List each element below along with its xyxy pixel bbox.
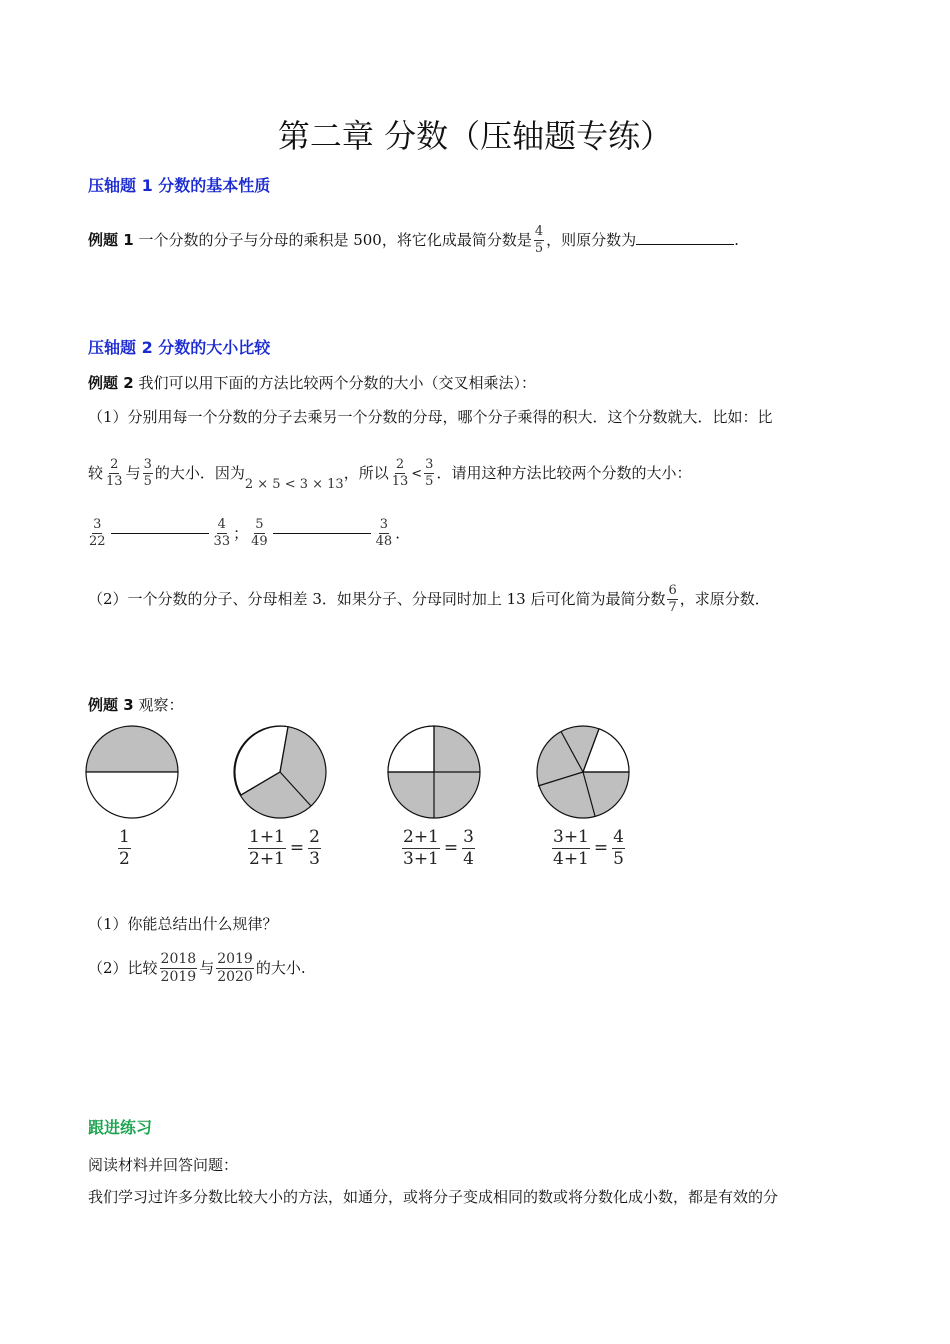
practice-line-2: 我们学习过许多分数比较大小的方法，如通分，或将分子变成相同的数或将分数化成小数，都是有效的分	[88, 1188, 779, 1206]
fraction-3-5: $\frac{3}{5}$	[143, 457, 152, 490]
circle-figures	[80, 722, 640, 822]
part2-text: （2）一个分数的分子、分母相差 3．如果分子、分母同时加上 13 后可化简为最简分数	[88, 589, 666, 608]
example-3-q2	[88, 952, 306, 986]
less-than: <	[411, 466, 423, 482]
example-3-text: 观察：	[138, 696, 184, 714]
figure-label-4: $\frac{3+1}{4+1}$ = $\frac{4}{5}$	[553, 827, 624, 869]
example-2-part2	[88, 584, 770, 616]
practice-heading: 跟进练习	[88, 1118, 153, 1137]
example-2-label: 例题 2	[88, 374, 134, 392]
fraction-2018-2019: $\frac{2018}{2019}$	[160, 951, 197, 986]
section-heading-2: 压轴题 2 分数的大小比较	[88, 338, 271, 357]
example-3-q1: （1）你能总结出什么规律？	[88, 915, 278, 933]
answer-blank	[636, 230, 734, 245]
text-compare: 较	[88, 463, 104, 482]
practice-line-1: 阅读材料并回答问题：	[88, 1156, 239, 1174]
fraction-5-49: $\frac{5}{49}$	[251, 517, 268, 550]
figure-label-2: $\frac{1+1}{2+1}$ = $\frac{2}{3}$	[249, 827, 320, 869]
figure-label-1: $\frac{1}{2}$	[119, 827, 130, 869]
circle-halves	[86, 726, 178, 818]
compare-blank-2	[273, 533, 371, 534]
example-1-fraction: $\frac{4}{5}$	[534, 224, 544, 257]
q2-text: （2）比较	[88, 958, 158, 977]
semicolon: ；	[233, 524, 249, 543]
comparison-row	[86, 518, 400, 550]
example-2-intro-text: 我们可以用下面的方法比较两个分数的大小（交叉相乘法）：	[138, 374, 536, 392]
circle-quarters	[388, 726, 480, 818]
fraction-6-7: $\frac{6}{7}$	[668, 583, 677, 616]
section-heading-1: 压轴题 1 分数的基本性质	[88, 176, 271, 195]
fraction-4-33: $\frac{4}{33}$	[213, 517, 231, 550]
fraction-3-22: $\frac{3}{22}$	[89, 517, 106, 550]
example-2-part1-line1: （1）分别用每一个分数的分子去乘另一个分数的分母，哪个分子乘得的积大．这个分数就大．比如：比	[88, 408, 773, 426]
q2-and: 与	[199, 958, 215, 977]
compare-blank-1	[111, 533, 209, 534]
page-title: 第二章 分数（压轴题专练）	[277, 117, 673, 155]
fraction-3-48: $\frac{3}{48}$	[375, 517, 393, 550]
example-1-text-after: ，则原分数为	[546, 230, 637, 249]
fraction-2-13-b: $\frac{2}{13}$	[391, 457, 409, 490]
text-because: 的大小．因为	[154, 463, 245, 482]
fraction-2019-2020: $\frac{2019}{2020}$	[217, 951, 253, 986]
text-so: ，所以	[343, 463, 389, 482]
example-2-intro	[88, 376, 536, 391]
inequality: 2 × 5 < 3 × 13	[244, 476, 344, 492]
example-1	[88, 225, 739, 257]
text-please: ．请用这种方法比较两个分数的大小：	[436, 463, 692, 482]
example-2-part1-line2	[88, 458, 691, 491]
q2-end: 的大小.	[255, 958, 306, 977]
example-3-intro	[88, 698, 183, 713]
text-and: 与	[125, 463, 141, 482]
figure-label-3: $\frac{2+1}{3+1}$ = $\frac{3}{4}$	[403, 827, 474, 869]
example-3-label: 例题 3	[88, 696, 134, 714]
example-1-text: 一个分数的分子与分母的乘积是 500，将它化成最简分数是	[138, 230, 532, 249]
example-1-end: .	[734, 230, 739, 249]
circle-thirds	[234, 726, 326, 818]
circle-fifths	[537, 726, 629, 818]
fraction-2-13: $\frac{2}{13}$	[106, 457, 123, 490]
part2-end: ，求原分数．	[679, 589, 770, 608]
fraction-3-5-b: $\frac{3}{5}$	[425, 457, 434, 490]
example-1-label: 例题 1	[88, 230, 134, 249]
period: .	[395, 524, 400, 543]
